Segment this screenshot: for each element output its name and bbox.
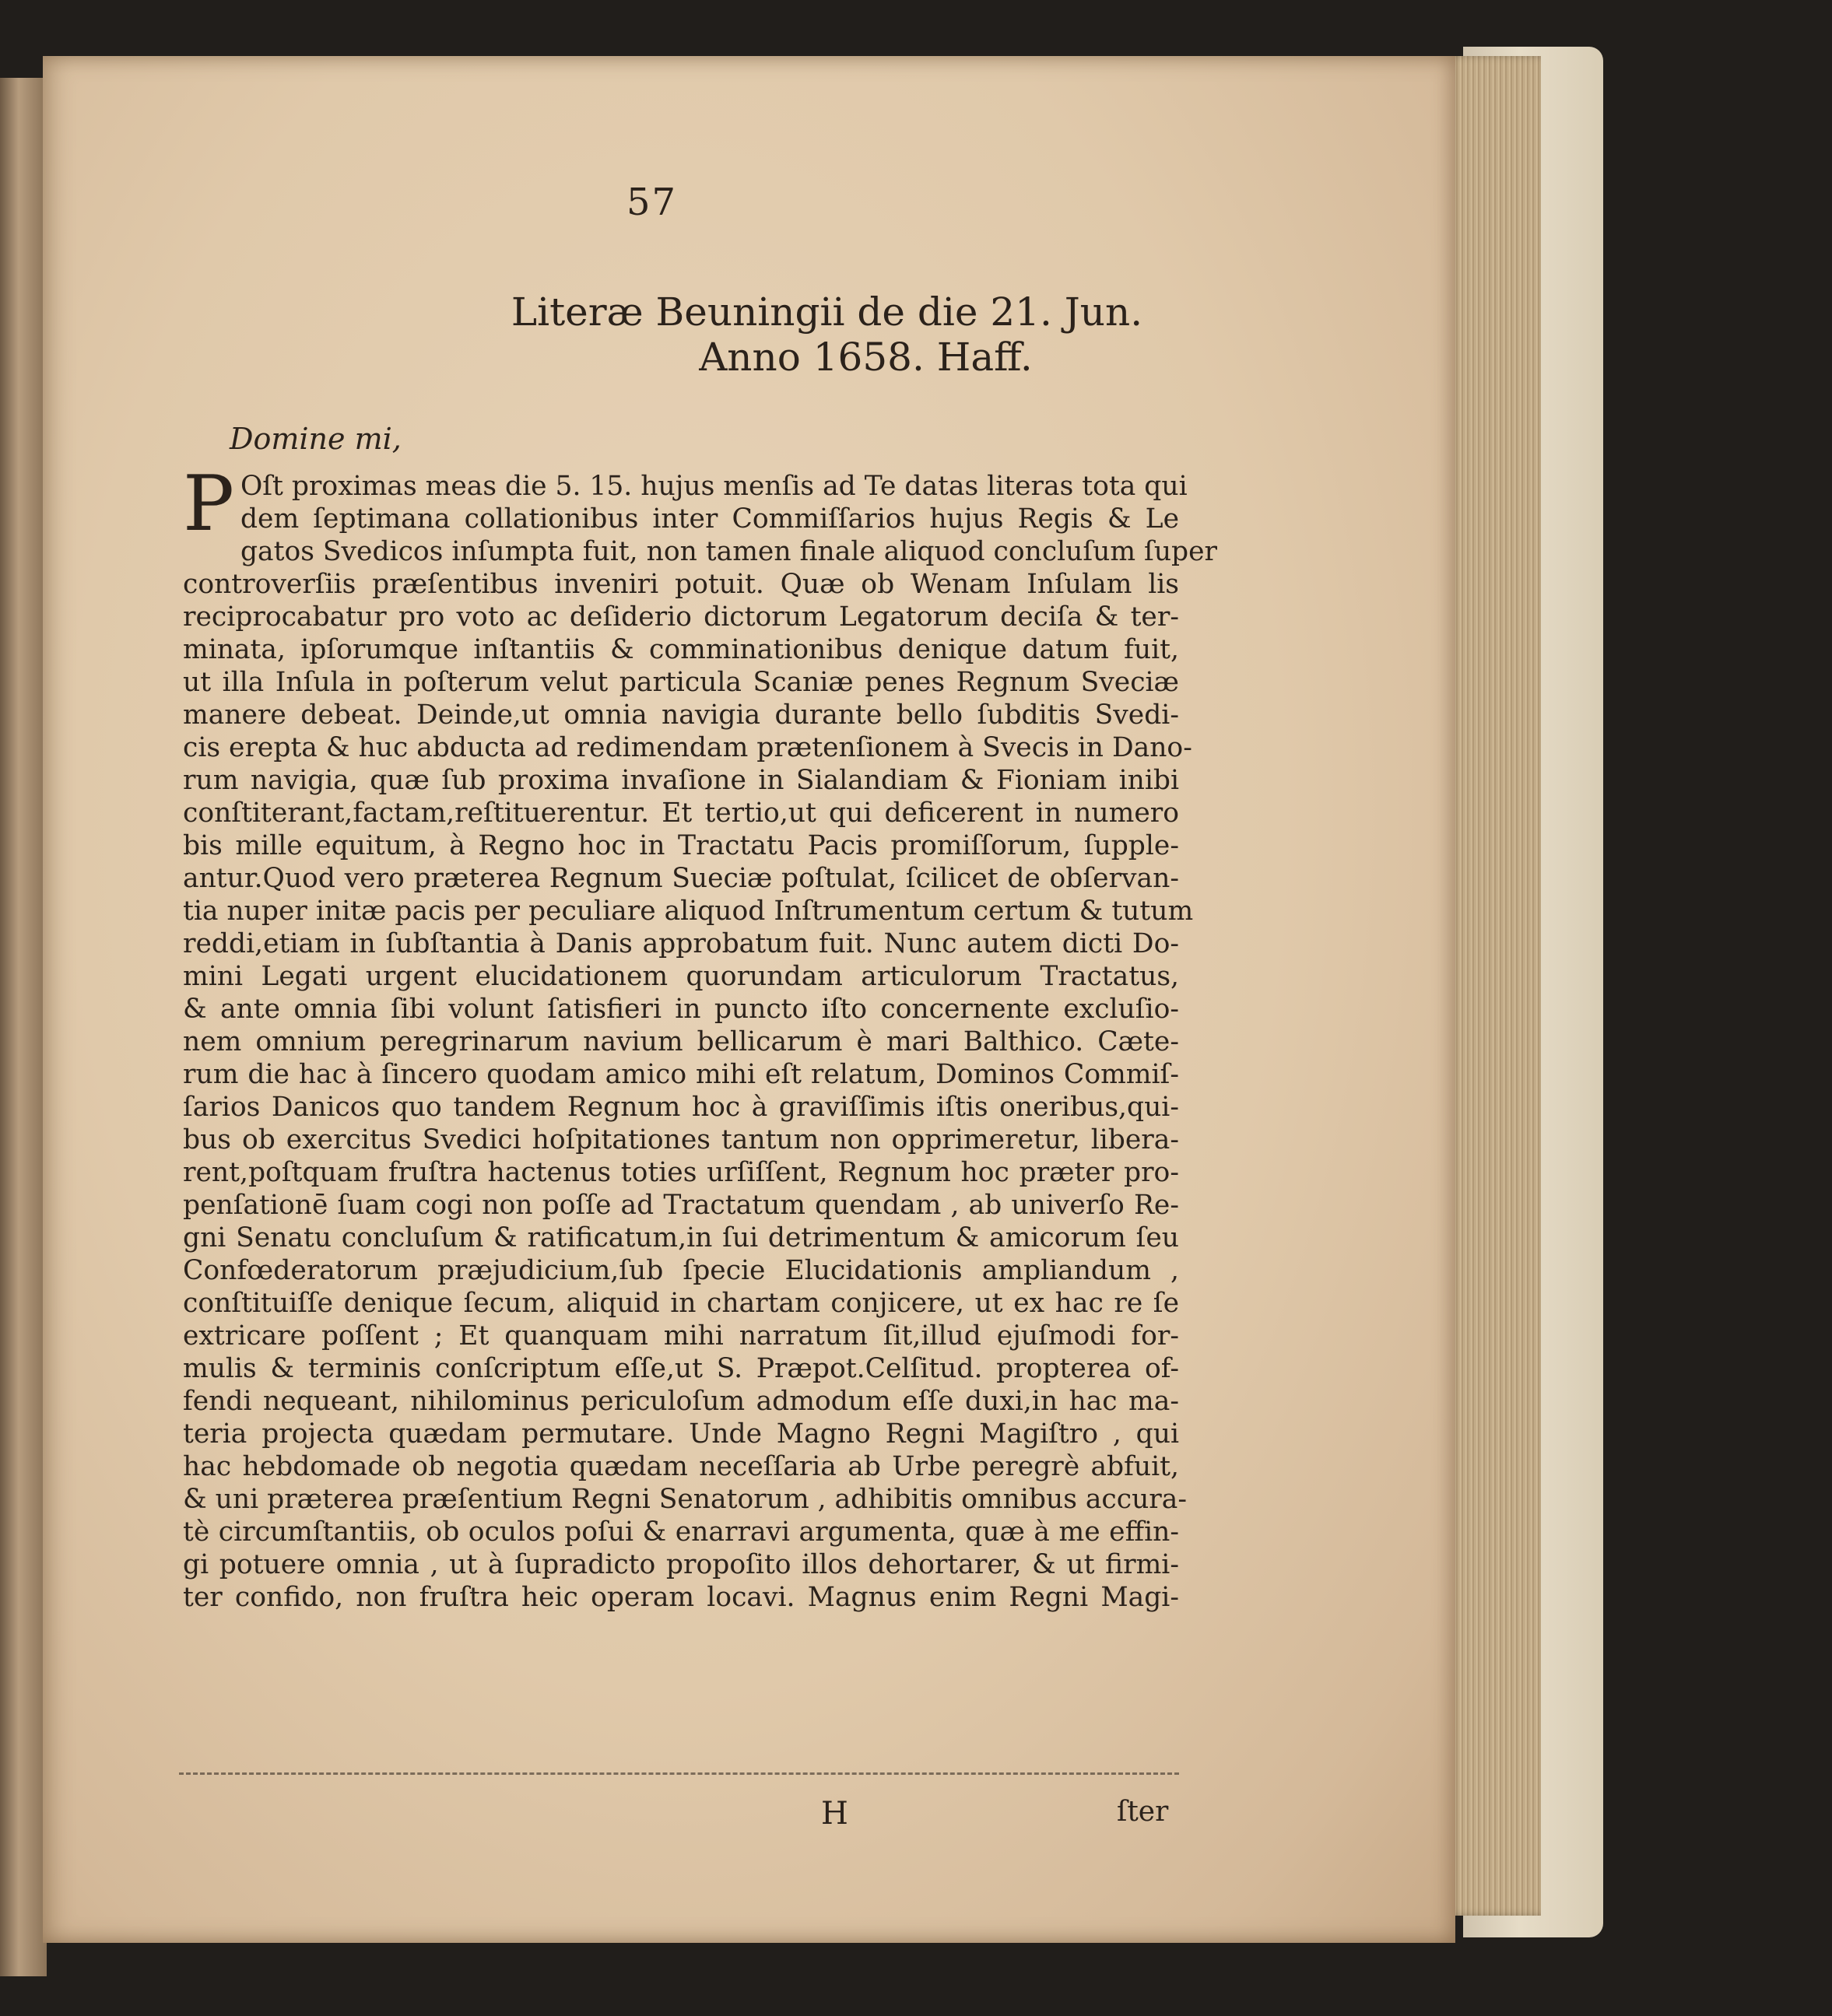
body-line: dem ſeptimana collationibus inter Commiſſarios hujus Regis & Le xyxy=(240,503,1179,535)
body-line: fendi nequeant, nihilominus periculoſum admodum eſſe duxi,in hac ma- xyxy=(183,1386,1179,1417)
letter-body xyxy=(183,460,1218,1614)
footer-rule xyxy=(179,1772,1179,1775)
letter-date: Anno 1658. Haff. xyxy=(699,335,1033,380)
body-line: tè circumſtantiis, ob oculos poſui & enarravi argumenta, quæ à me effin- xyxy=(183,1516,1179,1548)
body-line: conſtituiſſe denique ſecum, aliquid in chartam conjicere, ut ex hac re ſe xyxy=(183,1288,1179,1319)
body-line: teria projecta quædam permutare. Unde Magno Regni Magiſtro , qui xyxy=(183,1418,1179,1450)
body-line: & ante omnia ſibi volunt ſatisfieri in puncto iſto concernente excluſio- xyxy=(183,994,1179,1025)
body-line: rum die hac à ſincero quodam amico mihi eſt relatum, Dominos Commiſ- xyxy=(183,1059,1179,1090)
signature-mark: H xyxy=(821,1796,848,1832)
body-line: Confœderatorum præjudicium,ſub ſpecie Elucidationis ampliandum , xyxy=(183,1255,1179,1286)
body-line: cis erepta & huc abducta ad redimendam prætenſionem à Svecis in Dano- xyxy=(183,732,1192,763)
body-line: extricare poſſent ; Et quanquam mihi narratum ſit,illud ejuſmodi for- xyxy=(183,1320,1179,1352)
body-line: ut illa Inſula in poſterum velut particula Scaniæ penes Regnum Sveciæ xyxy=(183,667,1179,698)
catchword: ſter xyxy=(1117,1796,1169,1828)
page-fore-edge xyxy=(1448,56,1541,1916)
body-line: antur.Quod vero præterea Regnum Sueciæ poſtulat, ſcilicet de obſervan- xyxy=(183,863,1179,894)
body-line: bus ob exercitus Svedici hoſpitationes tantum non opprimeretur, libera- xyxy=(183,1124,1179,1155)
body-line: manere debeat. Deinde,ut omnia navigia durante bello ſubditis Svedi- xyxy=(183,699,1179,731)
body-line: rum navigia, quæ ſub proxima invaſione in Sialandiam & Fioniam inibi xyxy=(183,765,1179,796)
body-line: ſarios Danicos quo tandem Regnum hoc à graviſſimis iſtis oneribus,qui- xyxy=(183,1092,1179,1123)
body-line: mini Legati urgent elucidationem quorundam articulorum Tractatus, xyxy=(183,961,1179,992)
facing-page-edge xyxy=(0,78,47,1976)
body-line: tia nuper initæ pacis per peculiare aliquod Inſtrumentum certum & tutum xyxy=(183,896,1194,927)
page-number: 57 xyxy=(626,181,678,224)
body-line: nem omnium peregrinarum navium bellicarum è mari Balthico. Cæte- xyxy=(183,1026,1179,1057)
body-line: mulis & terminis conſcriptum eſſe,ut S. Præpot.Celſitud. propterea of- xyxy=(183,1353,1179,1384)
letter-title: Literæ Beuningii de die 21. Jun. xyxy=(511,289,1143,335)
body-line: rent,poſtquam fruſtra hactenus toties urſiſſent, Regnum hoc præter pro- xyxy=(183,1157,1179,1188)
body-line: Oſt proximas meas die 5. 15. hujus menſis ad Te datas literas tota qui xyxy=(240,471,1188,502)
body-line: gi potuere omnia , ut à ſupradicto propoſito illos dehortarer, & ut firmi- xyxy=(183,1549,1179,1580)
body-line: conſtiterant,factam,reſtituerentur. Et tertio,ut qui deficerent in numero xyxy=(183,798,1179,829)
body-line: reddi,etiam in ſubſtantia à Danis approbatum fuit. Nunc autem dicti Do- xyxy=(183,928,1179,959)
body-line: & uni præterea præſentium Regni Senatorum , adhibitis omnibus accura- xyxy=(183,1484,1188,1515)
book-page xyxy=(43,56,1455,1943)
body-line: reciprocabatur pro voto ac deſiderio dictorum Legatorum deciſa & ter- xyxy=(183,601,1179,633)
body-line: controverſiis præſentibus inveniri potuit. Quæ ob Wenam Inſulam lis xyxy=(183,569,1179,600)
body-line: minata, ipſorumque inſtantiis & comminationibus denique datum fuit, xyxy=(183,634,1179,665)
body-line: bis mille equitum, à Regno hoc in Tractatu Pacis promiſſorum, ſupple- xyxy=(183,830,1179,861)
body-line: gatos Svedicos inſumpta fuit, non tamen finale aliquod concluſum ſuper xyxy=(240,536,1218,567)
body-line: penſationē ſuam cogi non poſſe ad Tractatum quendam , ab univerſo Re- xyxy=(183,1190,1179,1221)
drop-cap: P xyxy=(183,460,234,549)
body-line: gni Senatu concluſum & ratificatum,in ſui detrimentum & amicorum ſeu xyxy=(183,1222,1179,1253)
body-line: ter confido, non fruſtra heic operam locavi. Magnus enim Regni Magi- xyxy=(183,1582,1179,1613)
salutation: Domine mi, xyxy=(230,422,402,456)
body-line: hac hebdomade ob negotia quædam neceſſaria ab Urbe peregrè abfuit, xyxy=(183,1451,1179,1482)
body-lines xyxy=(183,460,1218,1614)
